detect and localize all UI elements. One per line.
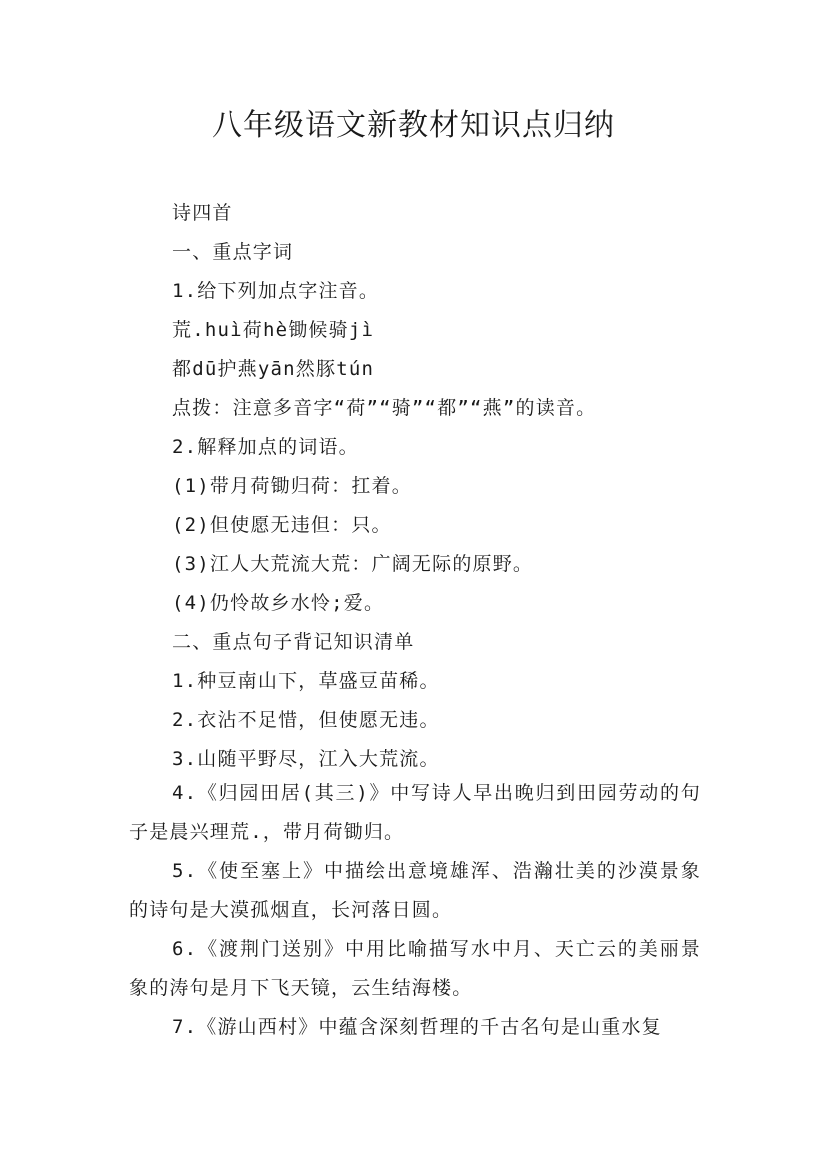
- pinyin-line: 都dū护燕yān然豚tún: [172, 358, 375, 380]
- page-title: 八年级语文新教材知识点归纳: [212, 108, 615, 143]
- answer-line: (4)仍怜故乡水怜;爱。: [172, 592, 385, 614]
- paragraph: 4.《归园田居(其三)》中写诗人早出晚归到田园劳动的句子是晨兴理荒.，带月荷锄归。: [129, 782, 701, 843]
- subsection-heading: 一、重点字词: [172, 241, 294, 263]
- sentence-line: 1.种豆南山下，草盛豆苗稀。: [172, 670, 440, 692]
- paragraph: 7.《游山西村》中蕴含深刻哲理的千古名句是山重水复: [172, 1016, 662, 1038]
- paragraph: 6.《渡荆门送别》中用比喻描写水中月、天亡云的美丽景象的涛句是月下飞天镜，云生结海楼。: [129, 938, 701, 999]
- answer-line: (1)带月荷锄归荷：扛着。: [172, 475, 412, 497]
- question-line: 1.给下列加点字注音。: [172, 280, 380, 302]
- pinyin-line: 荒.huì荷hè锄候骑jì: [172, 319, 375, 341]
- section-heading: 诗四首: [172, 202, 233, 224]
- paragraph: 5.《使至塞上》中描绘出意境雄浑、浩瀚壮美的沙漠景象的诗句是大漠孤烟直，长河落日圆。: [129, 860, 701, 921]
- answer-line: (2)但使愿无违但：只。: [172, 514, 392, 536]
- subsection-heading: 二、重点句子背记知识清单: [172, 631, 415, 653]
- question-line: 2.解释加点的词语。: [172, 436, 359, 458]
- tip-line: 点拨：注意多音字“荷”“骑”“都”“燕”的读音。: [172, 397, 597, 419]
- sentence-line: 2.衣沾不足惜，但使愿无违。: [172, 709, 440, 731]
- answer-line: (3)江人大荒流大荒：广阔无际的原野。: [172, 553, 534, 575]
- sentence-line: 3.山随平野尽，江入大荒流。: [172, 748, 440, 770]
